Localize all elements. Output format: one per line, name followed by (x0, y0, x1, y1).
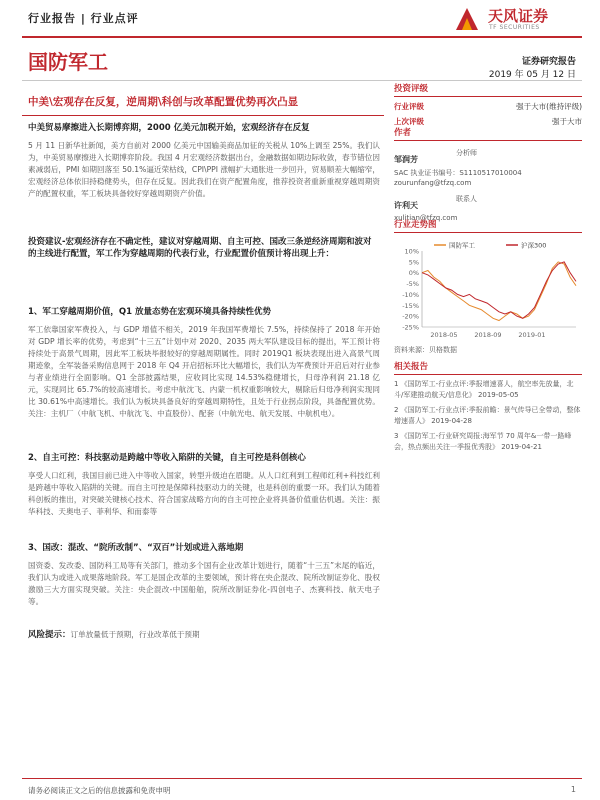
related-divider (394, 374, 582, 375)
footer-divider (22, 778, 582, 779)
company-logo (452, 4, 582, 34)
section-4 (28, 452, 380, 518)
industry-rating-label: 行业评级 (394, 102, 424, 111)
trend-source: 资料来源：贝格数据 (394, 346, 457, 354)
y-tick-label: -15% (402, 301, 419, 310)
risk-heading: 风险提示： (28, 630, 71, 640)
trend-chart (394, 239, 582, 343)
series-line-2 (422, 262, 576, 318)
section-heading: 投资建议-宏观经济存在不确定性，建议对穿越周期、自主可控、国改三条逆经济周期和波对的主线进行配置，军工作为穿越周期的代表行业，行业配置价值预计将出现上升： (28, 237, 372, 259)
section-2 (28, 236, 380, 260)
author-role: 联系人 (456, 195, 477, 203)
y-tick-label: 5% (408, 258, 419, 267)
y-tick-label: 10% (404, 247, 419, 256)
related-header: 相关报告 (394, 362, 429, 372)
industry-rating-value: 强于大市(维持评级) (516, 102, 582, 111)
section-heading: 中美贸易摩擦进入长期博弈期，2000 亿美元加税开始，宏观经济存在反复 (28, 123, 310, 133)
authors-divider (394, 140, 582, 141)
trend-divider (394, 232, 582, 233)
risk-warning (28, 622, 380, 641)
report-category: 行业报告 | 行业点评 (28, 12, 139, 25)
rating-header: 投资评级 (394, 84, 429, 94)
trend-box (394, 218, 582, 355)
report-date: 2019 年 05 月 12 日 (488, 70, 576, 80)
legend-label: 国防军工 (449, 241, 475, 250)
y-tick-label: -25% (402, 323, 419, 332)
related-report-2[interactable]: 2 《国防军工-行业点评:季报前瞻：景气传导已全带动，整体增速喜人》 2019-04-28 (394, 406, 581, 425)
related-report-3[interactable]: 3 《国防军工-行业研究周报:海军节 70 周年&一带一路峰会，热点频出关注一季报优秀股》 2019-04-21 (394, 432, 572, 451)
section-5 (28, 542, 380, 608)
section-body: 5 月 11 日新华社新闻，美方自前对 2000 亿美元中国输美商品加征的关税从 10%上调至 25%。我们认为，中美贸易摩擦进入长期博弈阶段。我国 4 月宏观经济数据出台，金融数据如期边际收敛，春节错位因素减弱后，PMI 如期回落至 50.1%逼近荣枯线，CPI\PPI 涨幅扩大通胀进一步回升，贸易顺差大幅缩窄，宏观经济总体依旧持稳健势头，但存在反复。因此我们在资产配置角度，推荐投资者重新重视穿越周期资产的配置权重，军工板块具备较好穿越周期资产价值。 (28, 141, 381, 198)
related-box (394, 360, 582, 453)
legend-label: 沪深300 (521, 241, 547, 250)
industry-rating-row (394, 101, 582, 112)
section-body: 享受人口红利，我国目前已进入中等收入国家，转型升级迫在眉睫。从人口红利到工程师红利+科技红利是跨越中等收入陷阱的关键。而自主可控是保障科技驱动力的关键，也是科创的重要一环。我们认为随着科创板的推出，对突破关键核心技术、符合国家战略方向的自主可控企业将具备价值重估机遇。关注：振华科技、天奥电子、菲利华、和而泰等 (28, 471, 380, 516)
y-tick-label: -20% (402, 312, 419, 321)
rating-box (394, 82, 582, 127)
author-cert: SAC 执业证书编号：S1110517010004 (394, 169, 522, 177)
section-body: 军工依靠国家军费投入，与 GDP 增值不相关，2019 年我国军费增长 7.5%，持续保持了 2018 年开始对 GDP 增长率的优势，考虑到“十三五”计划中对 2020、2035 两大军队建设目标的提出，军工预计将持续处于高景气周期，因此军工板块毕报较好的穿越周期属性。同时 2019Q1 板块表现出进入高景气周期迹象，全军装备采购信息网于 2018 年 Q4 开启招标环比大幅增长，我们认为军费预计开启后对行业参与者业绩进行全面影响。Q1 全部披露结果，应收同比实现 14.53%稳健增长，归母净利润 21.18 亿元，实现同比 65.7%的较高速增长。考虑中航沈飞、内蒙一机权重影响较大，剔除后归母净利润实现同比 30.61%中高速增长。我们认为板块具备良好的穿越周期特性，且处于行业拐点阶段，具备配置优势。关注：主机厂（中航飞机、中航沈飞、中直股份）、配套（中航光电、航天发展、中航机电）。 (28, 325, 380, 418)
section-heading: 1、军工穿越周期价值，Q1 放量态势在宏观环境具备持续性优势 (28, 307, 272, 317)
author-name: 邹润芳 (394, 155, 418, 164)
author-name: 许利天 (394, 201, 418, 210)
y-tick-label: 0% (408, 269, 419, 278)
y-tick-label: -10% (402, 290, 419, 299)
section-body: 国资委、发改委、国防科工局等有关部门，推动多个国有企业改革计划进行，随着“十三五”末尾的临近，我们认为或进入成果落地阶段。军工是国企改革的主要领域，预计将在央企混改、院所改制证券化、股权激励三大方面实现突破。关注：央企混改-中国船舶，院所改制证券化-四创电子、杰赛科技、航天电子等。 (28, 561, 380, 606)
footer-disclaimer: 请务必阅读正文之后的信息披露和免责申明 (28, 786, 171, 795)
logo-mark-icon (452, 4, 482, 34)
report-headline: 中美\宏观存在反复，逆周期\科创与改革配置优势再次凸显 (28, 96, 299, 108)
section-1 (28, 122, 380, 200)
y-tick-label: -5% (406, 280, 419, 289)
x-tick-label: 2018-09 (474, 331, 502, 339)
rating-divider (394, 96, 582, 97)
prev-rating-value: 强于大市 (552, 117, 582, 126)
authors-header: 作者 (394, 128, 412, 138)
related-report-1[interactable]: 1 《国防军工-行业点评:季报增速喜人，航空率先放量，北斗/军建推动航天/信息化》 2019-05-05 (394, 380, 574, 399)
header-divider (22, 36, 582, 38)
risk-body: 订单放量低于预期，行业改革低于预期 (70, 630, 200, 639)
x-tick-label: 2018-05 (430, 331, 458, 339)
author-role: 分析师 (456, 149, 477, 157)
logo-en: TF SECURITIES (489, 24, 540, 31)
section-3 (28, 306, 380, 420)
prev-rating-label: 上次评级 (394, 117, 424, 126)
title-divider (22, 80, 582, 81)
authors-box (394, 126, 582, 222)
section-heading: 3、国改：混改、“院所改制”、“双百”计划或进入落地期 (28, 543, 244, 553)
author-email[interactable]: xulitian@tfzq.com (394, 214, 458, 222)
headline-divider (22, 115, 384, 116)
section-heading: 2、自主可控：科技驱动是跨越中等收入陷阱的关键，自主可控是科创核心 (28, 453, 306, 463)
report-type: 证券研究报告 (521, 57, 576, 67)
trend-header: 行业走势图 (394, 220, 437, 230)
author-1 (394, 147, 582, 187)
industry-title: 国防军工 (28, 50, 108, 74)
logo-cn: 天风证券 (488, 7, 549, 25)
page-number: 1 (570, 785, 576, 794)
x-tick-label: 2019-01 (518, 331, 546, 339)
author-email[interactable]: zourunfang@tfzq.com (394, 179, 472, 187)
